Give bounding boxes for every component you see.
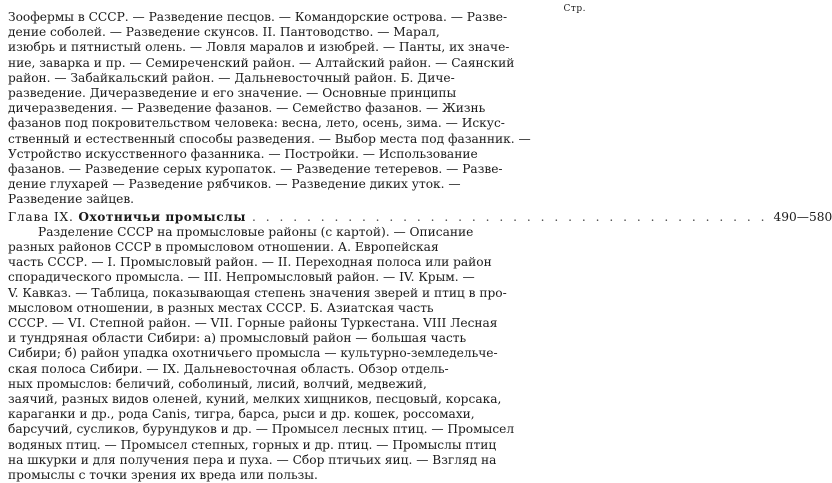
text-line: мысловом отношении, в разных местах СССР. Б. Азиатская часть xyxy=(8,300,434,315)
text-line: барсучий, сусликов, бурундуков и др. — Промысел лесных птиц. — Промысел xyxy=(8,422,515,437)
chapter-heading xyxy=(8,209,832,225)
text-line: дичеразведения. — Разведение фазанов. — Семейство фазанов. — Жизнь xyxy=(8,101,486,116)
text-line: ская полоса Сибири. — IX. Дальневосточная область. Обзор отдель- xyxy=(8,361,449,376)
section-hunting-trades xyxy=(8,225,518,483)
chapter-pages: 490—580 xyxy=(773,209,832,224)
text-line: Устройство искусственного фазанника. — Постройки. — Использование xyxy=(8,146,478,161)
table-of-contents xyxy=(8,10,832,483)
leader-dots: . . . . . . . . . . . . . . . . . . . . . . . . . . . . . . . . . . . . . . xyxy=(251,209,768,224)
text-line: Сибири; б) район упадка охотничьего промысла — культурно-земледельче- xyxy=(8,346,498,361)
text-line: разведение. Дичеразведение и его значение. — Основные принципы xyxy=(8,86,457,101)
text-line: изюбрь и пятнистый олень. — Ловля маралов и изюбрей. — Панты, их значе- xyxy=(8,40,510,55)
text-line: фазанов под покровительством человека: весна, лето, осень, зима. — Искус- xyxy=(8,116,505,131)
text-line: заячий, разных видов оленей, куний, мелких хищников, песцовый, корсака, xyxy=(8,392,502,407)
page-column-marker: Стр. xyxy=(563,4,586,14)
text-line: дение глухарей — Разведение рябчиков. — Разведение диких уток. — xyxy=(8,177,461,192)
text-line: район. — Забайкальский район. — Дальневосточный район. Б. Диче- xyxy=(8,70,455,85)
text-line: дение соболей. — Разведение скунсов. II. Пантоводство. — Марал, xyxy=(8,25,440,40)
section-livestock-farming xyxy=(8,10,531,208)
text-line: спорадического промысла. — III. Непромысловый район. — IV. Крым. — xyxy=(8,270,475,285)
text-line: промыслы с точки зрения их вреда или пользы. xyxy=(8,468,318,483)
text-line: водяных птиц. — Промысел степных, горных и др. птиц. — Промыслы птиц xyxy=(8,437,497,452)
text-line: Разведение зайцев. xyxy=(8,192,135,207)
text-line: караганки и др., рода Canis, тигра, барса, рыси и др. кошек, россомахи, xyxy=(8,407,475,422)
text-line: Зоофермы в СССР. — Разведение песцов. — Командорские острова. — Разве- xyxy=(8,10,508,24)
chapter-heading-left xyxy=(8,210,246,225)
text-line: ние, заварка и пр. — Семиреченский район. — Алтайский район. — Саянский xyxy=(8,55,515,70)
text-line: фазанов. — Разведение серых куропаток. — Разведение тетеревов. — Разве- xyxy=(8,162,503,177)
text-line: ственный и естественный способы разведения. — Выбор места под фазанник. — xyxy=(8,131,531,146)
text-line: часть СССР. — I. Промысловый район. — II. Переходная полоса или район xyxy=(8,255,492,270)
chapter-label: Глава IX. xyxy=(8,209,74,224)
text-line: СССР. — VI. Степной район. — VII. Горные районы Туркестана. VIII Лесная xyxy=(8,316,498,331)
chapter-title: Охотничьи промыслы xyxy=(78,209,246,224)
text-line: Разделение СССР на промысловые районы (с картой). — Описание xyxy=(38,224,474,239)
text-line: и тундряная области Сибири: а) промысловый район — большая часть xyxy=(8,331,467,346)
text-line: на шкурки и для получения пера и пуха. — Сбор птичьих яиц. — Взгляд на xyxy=(8,452,497,467)
text-line: ных промыслов: беличий, соболиный, лисий, волчий, медвежий, xyxy=(8,376,427,391)
text-line: V. Кавказ. — Таблица, показывающая степень значения зверей и птиц в про- xyxy=(8,285,507,300)
text-line: разных районов СССР в промысловом отношении. А. Европейская xyxy=(8,240,439,255)
